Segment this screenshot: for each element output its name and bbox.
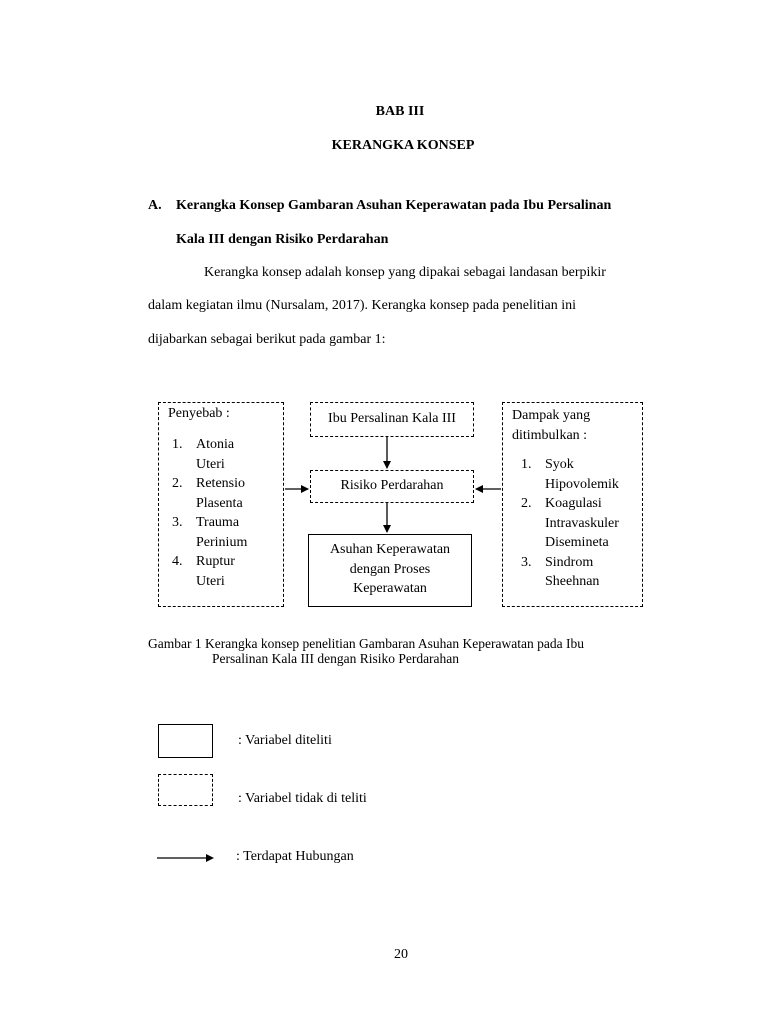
paragraph-line1: Kerangka konsep adalah konsep yang dipakai sebagai landasan berpikir xyxy=(204,265,606,280)
dampak-title: Dampak yang ditimbulkan : xyxy=(512,408,591,443)
page-number: 20 xyxy=(394,947,408,962)
dampak-item-3: 3. Sindrom Sheehnan xyxy=(521,554,600,589)
penyebab-item-4: 4. Ruptur Uteri xyxy=(172,554,235,589)
asuhan-line3: Keperawatan xyxy=(353,581,427,596)
legend-solid-box xyxy=(158,724,213,758)
chapter-heading: BAB III xyxy=(375,104,425,119)
legend-arrow-label: : Terdapat Hubungan xyxy=(236,849,354,864)
legend-dashed-box xyxy=(158,774,213,806)
dampak-item-2: 2. Koagulasi Intravaskuler Disemineta xyxy=(521,496,619,550)
asuhan-line1: Asuhan Keperawatan xyxy=(329,542,451,557)
penyebab-item-1: 1. Atonia Uteri xyxy=(172,437,235,472)
section-title-line2: Kala III dengan Risiko Perdarahan xyxy=(176,232,389,247)
figure-caption-line2: Persalinan Kala III dengan Risiko Perdarahan xyxy=(212,651,460,666)
risiko-perdarahan-label: Risiko Perdarahan xyxy=(340,478,444,493)
paragraph-line2: dalam kegiatan ilmu (Nursalam, 2017). Kerangka konsep pada penelitian ini xyxy=(148,298,577,313)
penyebab-item-2: 2. Retensio Plasenta xyxy=(172,476,245,511)
section-title-line1: Kerangka Konsep Gambaran Asuhan Keperawatan pada Ibu Persalinan xyxy=(176,198,612,213)
legend-dashed-label: : Variabel tidak di teliti xyxy=(238,791,367,806)
legend-arrow-icon xyxy=(156,850,216,866)
paragraph-line3: dijabarkan sebagai berikut pada gambar 1: xyxy=(148,332,386,347)
section-marker: A. xyxy=(148,198,162,213)
legend-solid-label: : Variabel diteliti xyxy=(238,733,332,748)
penyebab-title: Penyebab : xyxy=(168,406,230,421)
chapter-title: KERANGKA KONSEP xyxy=(331,138,475,153)
figure-caption-line1: Gambar 1 Kerangka konsep penelitian Gambaran Asuhan Keperawatan pada Ibu xyxy=(148,636,584,651)
asuhan-line2: dengan Proses xyxy=(349,561,431,577)
ibu-persalinan-label: Ibu Persalinan Kala III xyxy=(328,411,456,426)
dampak-item-1: 1. Syok Hipovolemik xyxy=(521,457,619,492)
penyebab-item-3: 3. Trauma Perinium xyxy=(172,515,248,550)
